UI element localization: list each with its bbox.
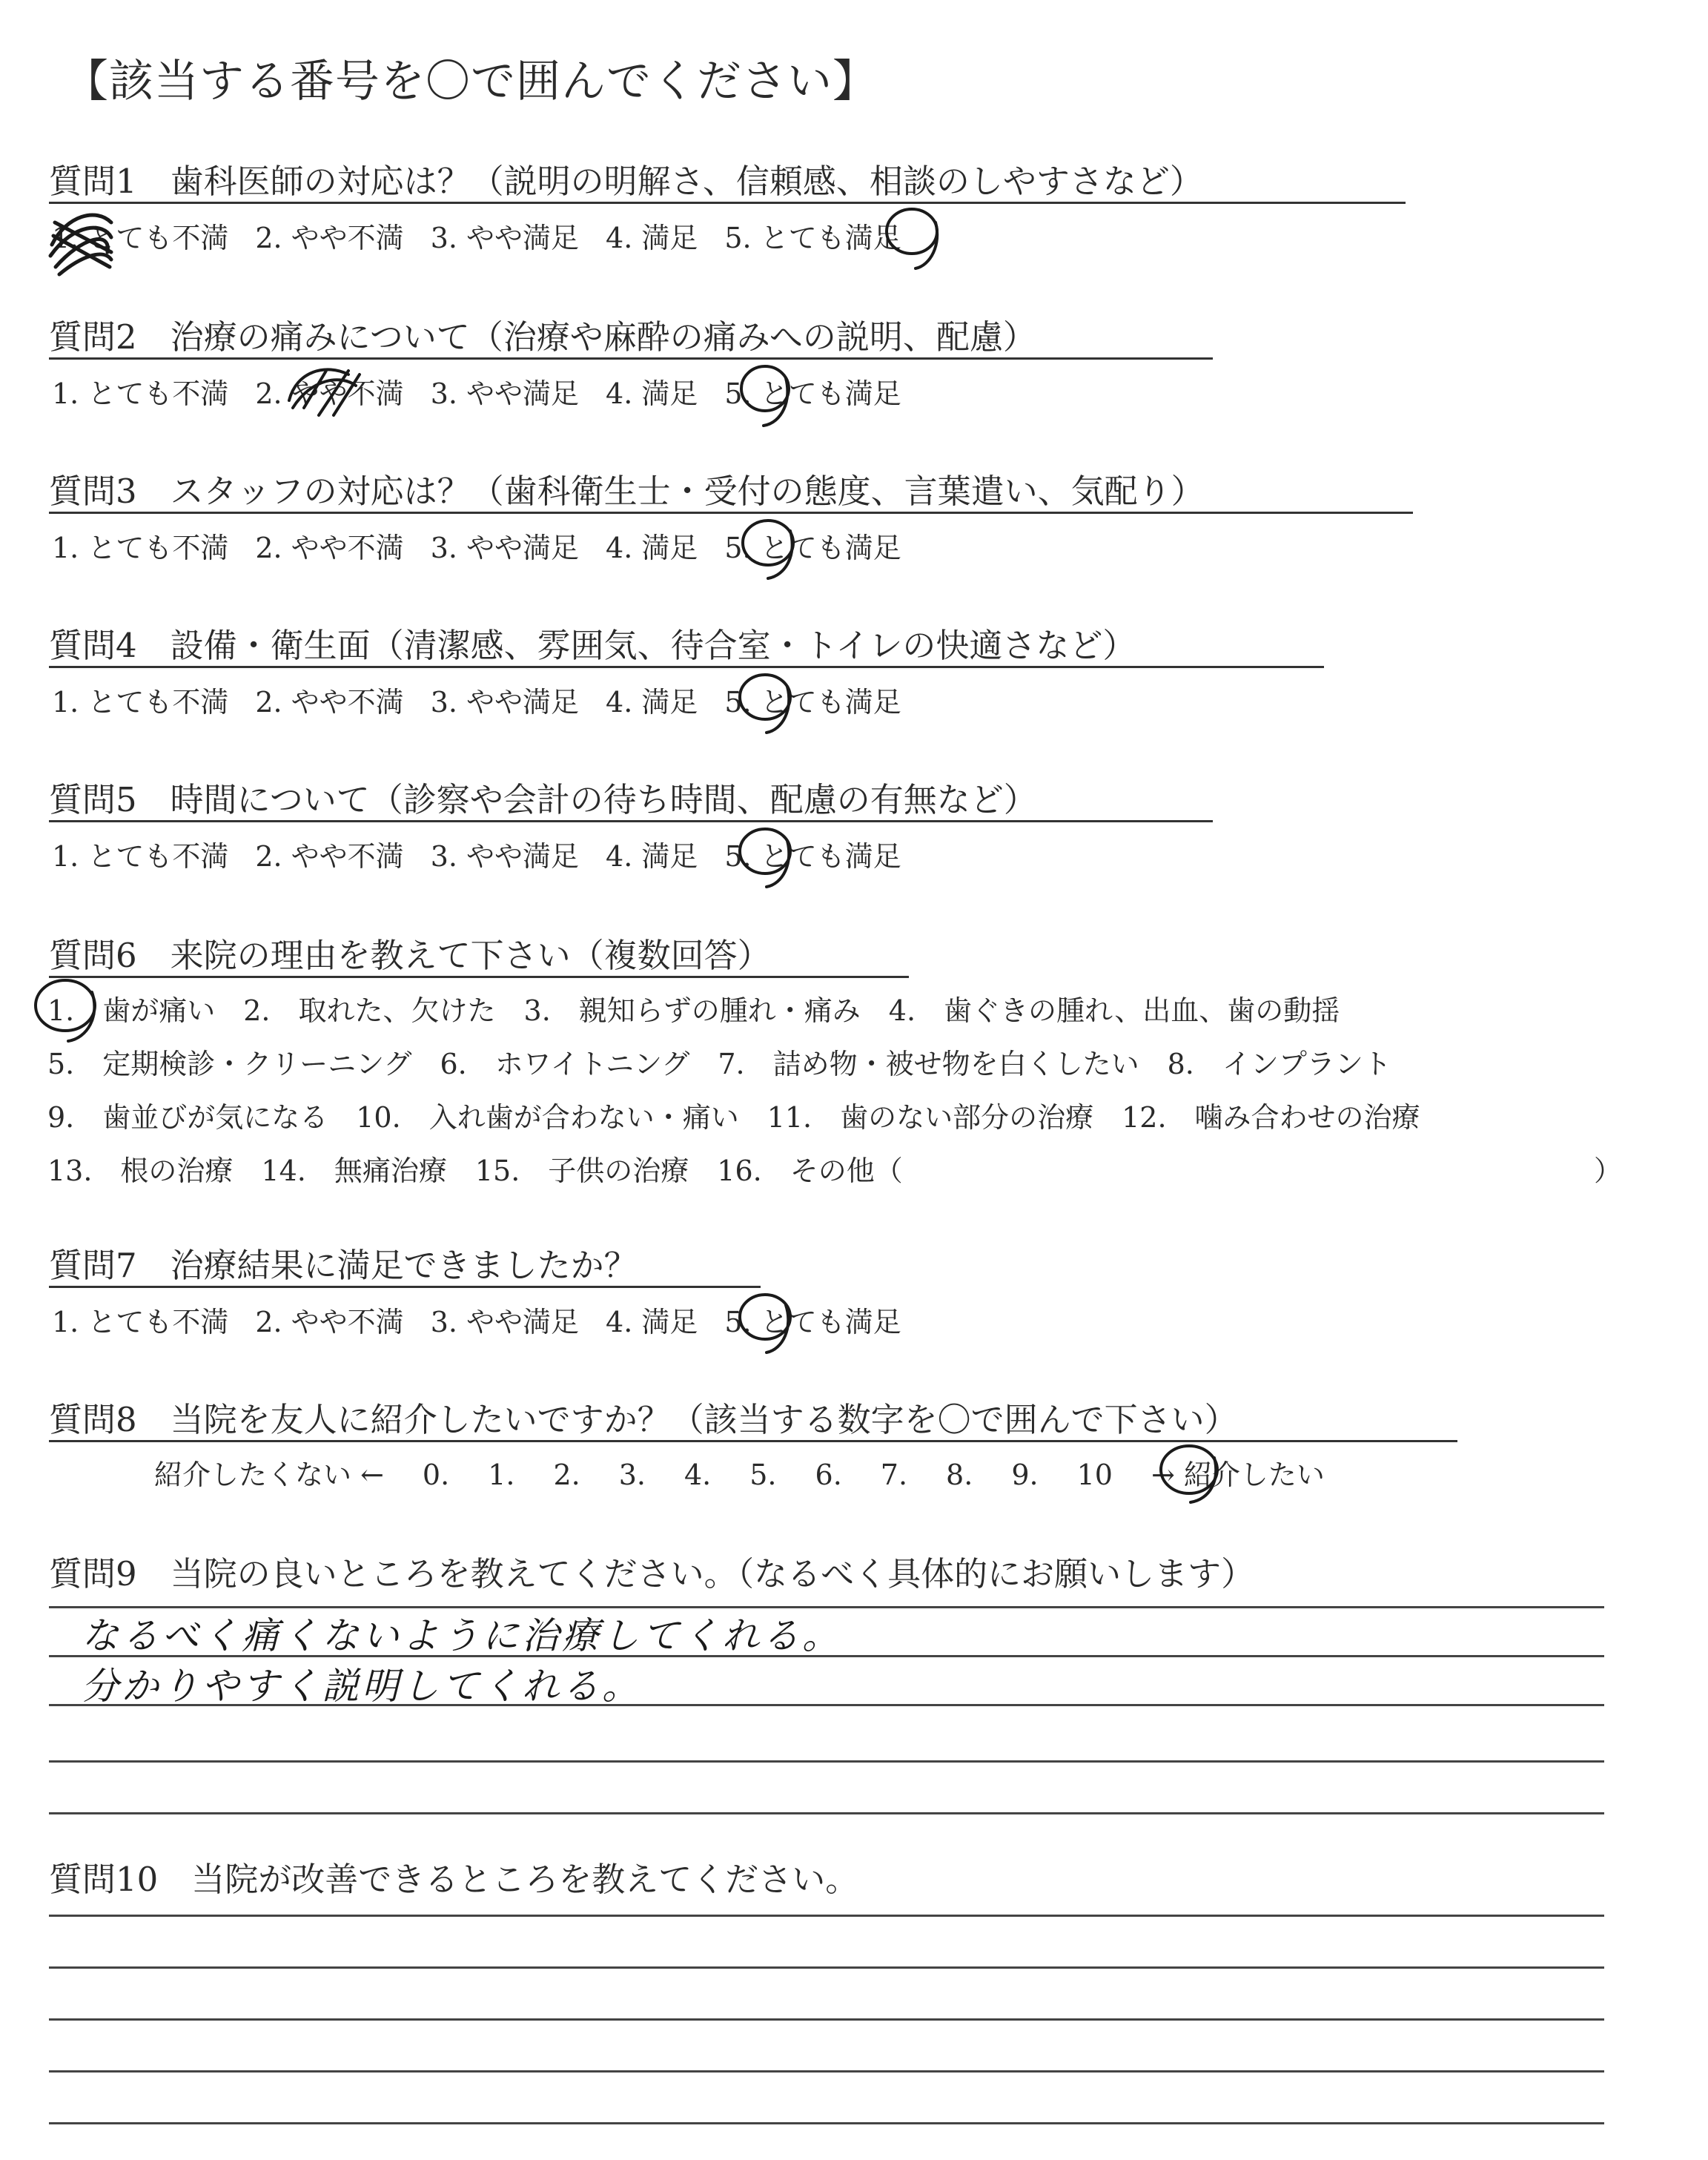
q10-answer-line-2[interactable]: [49, 1966, 1604, 1969]
q5-option-2[interactable]: 2. やや不満: [255, 840, 404, 873]
question-7-underline: [49, 1286, 761, 1288]
question-6-title: 質問6 来院の理由を教えて下さい（複数回答）: [49, 936, 771, 975]
q6-other-close-paren: ）: [1594, 1155, 1623, 1187]
question-3-underline: [49, 512, 1413, 514]
question-1-options: [52, 215, 928, 256]
q7-option-1[interactable]: 1. とても不満: [52, 1306, 229, 1338]
q10-answer-line-1[interactable]: [49, 1915, 1604, 1917]
q9-answer-line-5[interactable]: [49, 1812, 1604, 1814]
q8-score-6[interactable]: 6.: [815, 1459, 842, 1491]
q5-option-4[interactable]: 4. 満足: [606, 840, 698, 873]
q8-score-10[interactable]: 10: [1076, 1459, 1113, 1491]
q4-option-3[interactable]: 3. やや満足: [430, 686, 580, 719]
q5-option-1[interactable]: 1. とても不満: [52, 840, 229, 873]
q8-score-5[interactable]: 5.: [749, 1459, 777, 1491]
q2-option-5[interactable]: 5. とても満足: [724, 377, 901, 410]
question-6-underline: [49, 976, 909, 978]
q9-handwritten-answer-1: なるべく痛くないように治療してくれる。: [82, 1614, 842, 1657]
question-3-options: [52, 525, 928, 566]
q3-option-3[interactable]: 3. やや満足: [430, 532, 580, 564]
question-10-title: 質問10 当院が改善できるところを教えてください。: [49, 1860, 859, 1899]
q6-reasons-line-4[interactable]: 13. 根の治療 14. 無痛治療 15. 子供の治療 16. その他（: [47, 1155, 903, 1187]
q10-answer-line-5[interactable]: [49, 2122, 1604, 2124]
q8-right-label: → 紹介したい: [1151, 1459, 1325, 1491]
q6-reasons-line-1[interactable]: 1. 歯が痛い 2. 取れた、欠けた 3. 親知らずの腫れ・痛み 4. 歯ぐきの腫れ、出血、歯の動揺: [47, 994, 1340, 1027]
q7-option-5[interactable]: 5. とても満足: [724, 1306, 901, 1338]
question-4-options: [52, 679, 928, 720]
q8-score-7[interactable]: 7.: [880, 1459, 908, 1491]
question-8-underline: [49, 1440, 1457, 1442]
q4-option-2[interactable]: 2. やや不満: [255, 686, 404, 719]
q4-option-5[interactable]: 5. とても満足: [724, 686, 901, 719]
q10-answer-line-4[interactable]: [49, 2070, 1604, 2073]
q5-option-5[interactable]: 5. とても満足: [724, 840, 901, 873]
q6-reasons-line-3[interactable]: 9. 歯並びが気になる 10. 入れ歯が合わない・痛い 11. 歯のない部分の治療 12. 噛み合わせの治療: [47, 1101, 1420, 1134]
q2-option-2[interactable]: 2. やや不満: [255, 377, 404, 410]
q3-option-1[interactable]: 1. とても不満: [52, 532, 229, 564]
q1-option-2[interactable]: 2. やや不満: [255, 222, 404, 254]
q8-left-label: 紹介したくない ←: [154, 1459, 384, 1491]
q8-score-0[interactable]: 0.: [422, 1459, 450, 1491]
q9-answer-line-4[interactable]: [49, 1760, 1604, 1763]
q4-option-4[interactable]: 4. 満足: [606, 686, 698, 719]
question-7-options: [52, 1299, 928, 1340]
q9-handwritten-answer-2: 分かりやすく説明してくれる。: [82, 1665, 642, 1708]
question-8-title: 質問8 当院を友人に紹介したいですか？（該当する数字を〇で囲んで下さい）: [49, 1400, 1238, 1439]
question-5-underline: [49, 820, 1213, 822]
q3-option-4[interactable]: 4. 満足: [606, 532, 698, 564]
question-4-title: 質問4 設備・衛生面（清潔感、雰囲気、待合室・トイレの快適さなど）: [49, 626, 1136, 665]
question-5-title: 質問5 時間について（診察や会計の待ち時間、配慮の有無など）: [49, 780, 1037, 819]
q3-option-5[interactable]: 5. とても満足: [724, 532, 901, 564]
form-header: 【該当する番号を〇で囲んでください】: [64, 56, 878, 108]
question-4-underline: [49, 666, 1324, 668]
question-1-title: 質問1 歯科医師の対応は？（説明の明解さ、信頼感、相談のしやすさなど）: [49, 162, 1203, 201]
q6-reasons-line-2[interactable]: 5. 定期検診・クリーニング 6. ホワイトニング 7. 詰め物・被せ物を白くしたい 8. インプラント: [47, 1048, 1391, 1080]
q4-option-1[interactable]: 1. とても不満: [52, 686, 229, 719]
q2-option-1[interactable]: 1. とても不満: [52, 377, 229, 410]
q8-recommend-scale: [154, 1452, 1363, 1493]
question-1-underline: [49, 202, 1406, 204]
q8-score-3[interactable]: 3.: [618, 1459, 646, 1491]
q8-score-8[interactable]: 8.: [946, 1459, 973, 1491]
question-3-title: 質問3 スタッフの対応は？（歯科衛生士・受付の態度、言葉遣い、気配り）: [49, 472, 1205, 511]
q8-score-4[interactable]: 4.: [683, 1459, 712, 1491]
question-2-options: [52, 371, 928, 412]
q8-score-2[interactable]: 2.: [553, 1459, 580, 1491]
question-7-title: 質問7 治療結果に満足できましたか？: [49, 1246, 638, 1285]
q3-option-2[interactable]: 2. やや不満: [255, 532, 404, 564]
q8-score-9[interactable]: 9.: [1011, 1459, 1039, 1491]
q2-option-4[interactable]: 4. 満足: [606, 377, 698, 410]
question-9-title: 質問9 当院の良いところを教えてください。（なるべく具体的にお願いします）: [49, 1554, 1255, 1593]
q7-option-2[interactable]: 2. やや不満: [255, 1306, 404, 1338]
question-5-options: [52, 833, 928, 874]
q7-option-4[interactable]: 4. 満足: [606, 1306, 698, 1338]
q10-answer-line-3[interactable]: [49, 2018, 1604, 2021]
q1-option-4[interactable]: 4. 満足: [606, 222, 698, 254]
q5-option-3[interactable]: 3. やや満足: [430, 840, 580, 873]
q2-option-3[interactable]: 3. やや満足: [430, 377, 580, 410]
question-2-title: 質問2 治療の痛みについて（治療や麻酔の痛みへの説明、配慮）: [49, 317, 1036, 357]
q8-score-1[interactable]: 1.: [488, 1459, 515, 1491]
question-2-underline: [49, 357, 1213, 360]
q7-option-3[interactable]: 3. やや満足: [430, 1306, 580, 1338]
q1-option-5[interactable]: 5. とても満足: [724, 222, 901, 254]
q1-option-3[interactable]: 3. やや満足: [430, 222, 580, 254]
q1-option-1[interactable]: 1. とても不満: [52, 222, 229, 254]
